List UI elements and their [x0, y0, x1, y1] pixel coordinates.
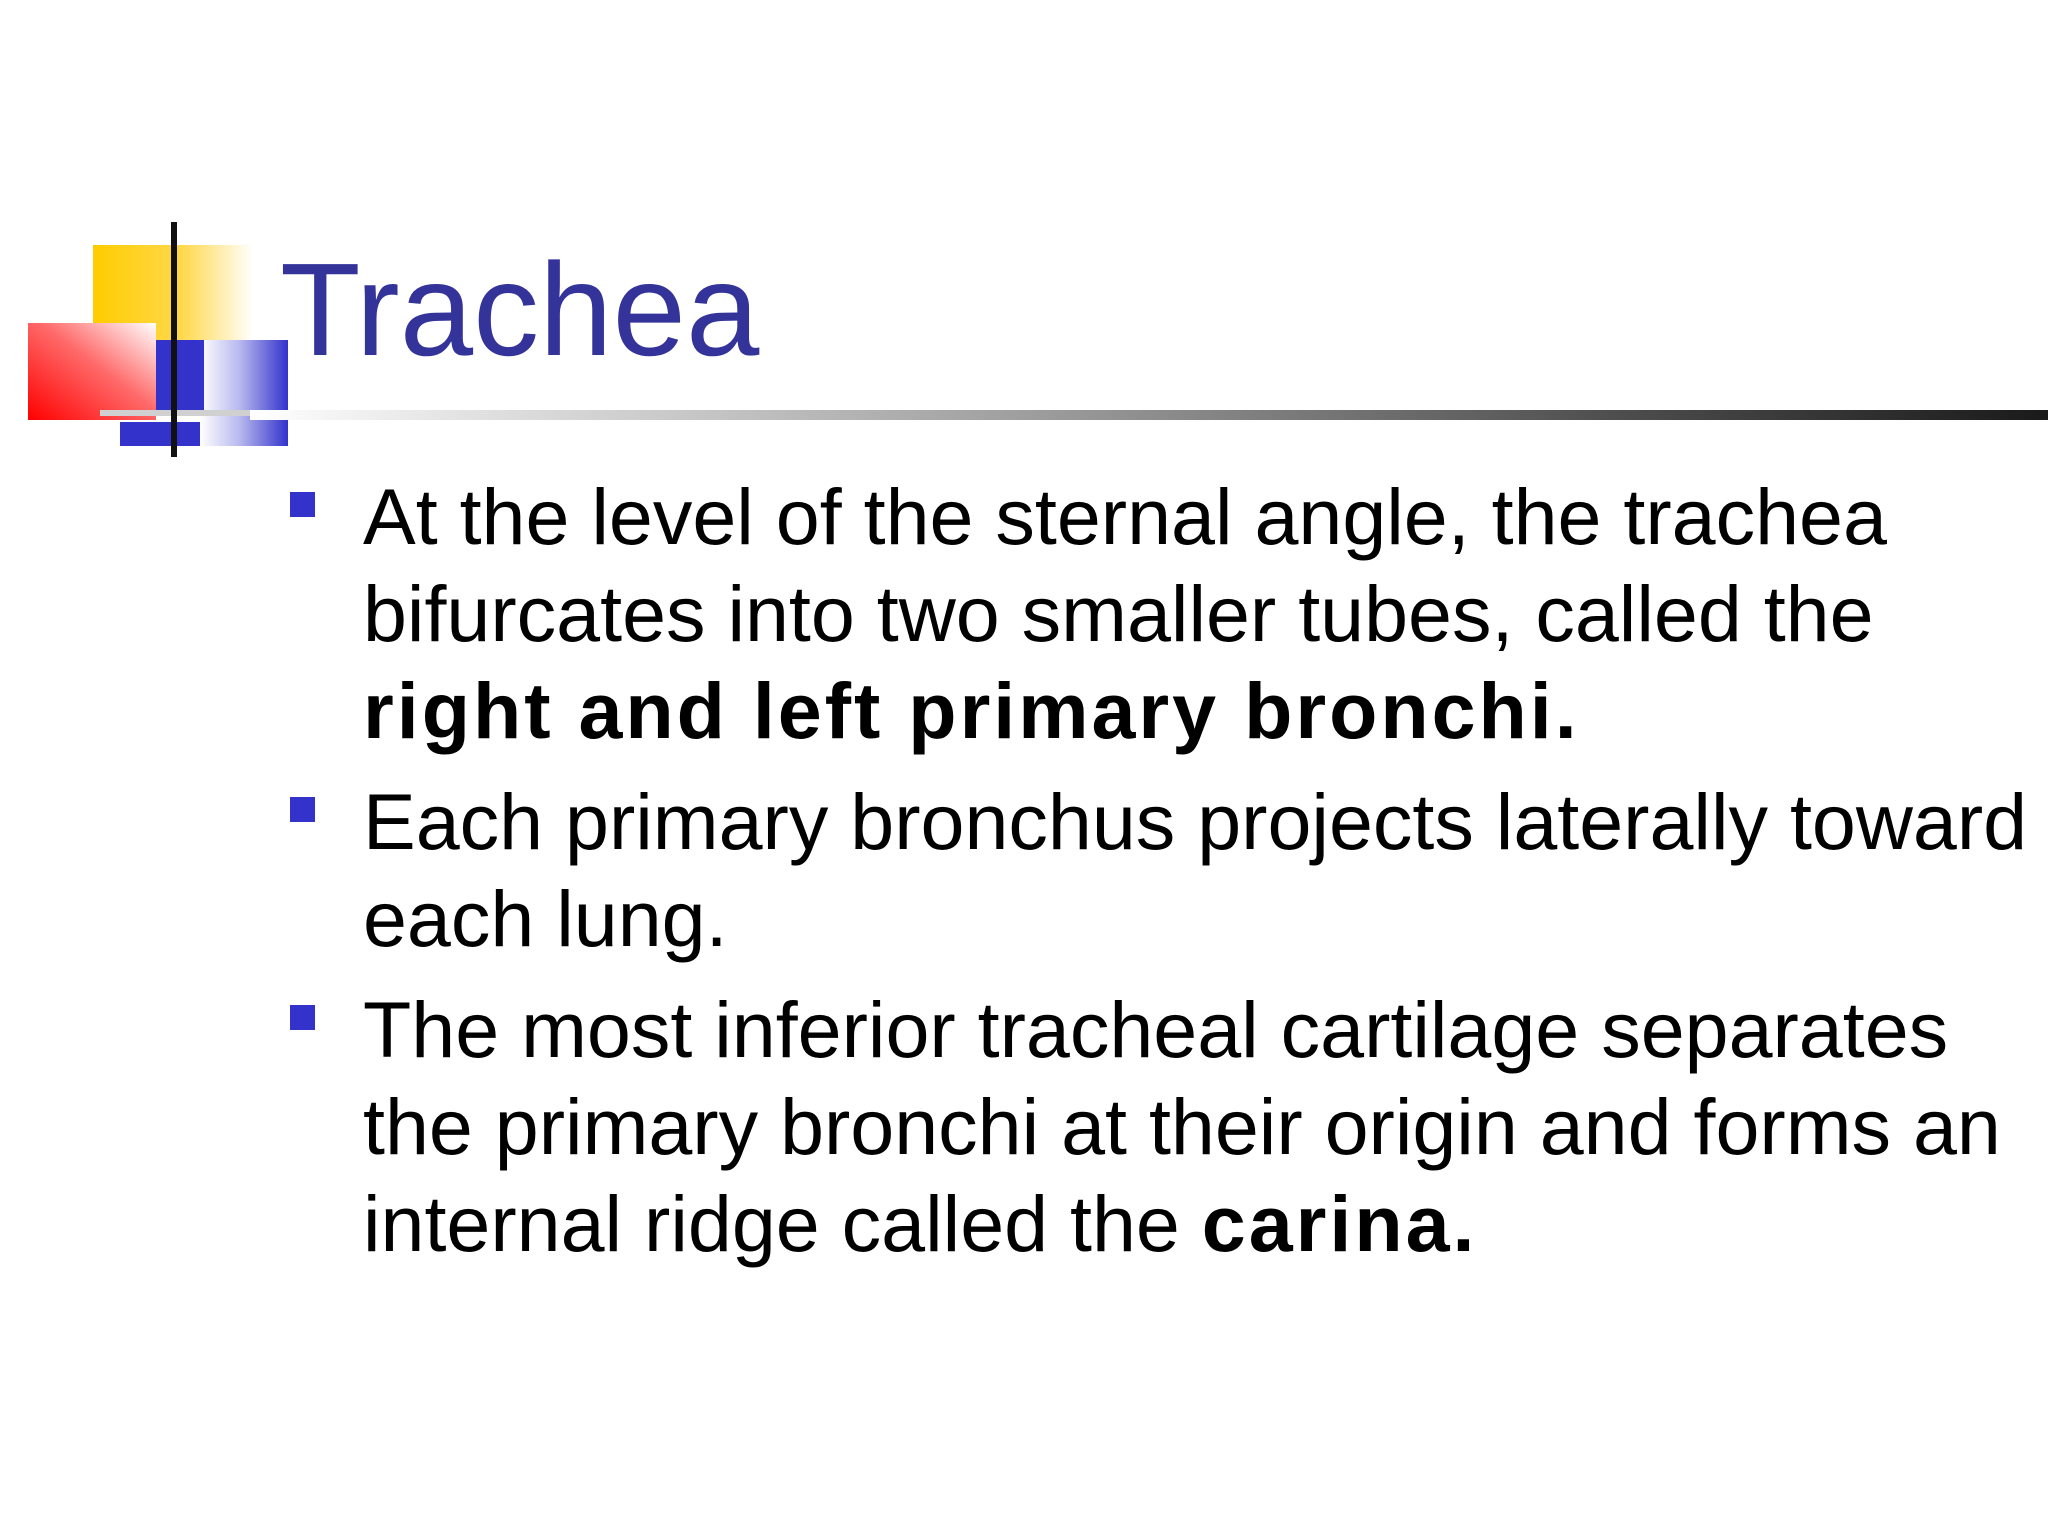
bullet-text: The most inferior tracheal cartilage separates the primary bronchi at their origin and forms an internal ridge called the [363, 985, 2001, 1268]
deco-red-square [28, 323, 156, 420]
bullet-item [288, 981, 2028, 1272]
decorative-squares-graphic [0, 0, 320, 470]
bullet-item [288, 773, 2028, 967]
bullet-bold-text: carina. [1201, 1179, 1478, 1268]
bullet-bold-text: right and left primary bronchi. [363, 666, 1580, 755]
deco-blue-solid [156, 340, 204, 410]
deco-blue-strip [120, 422, 202, 446]
bullet-text: Each primary bronchus projects laterally toward each lung. [363, 777, 2028, 963]
bullet-square-icon [290, 797, 315, 822]
deco-blue-strip-right [200, 422, 288, 446]
bullet-square-icon [290, 492, 315, 517]
title-divider-line [250, 410, 2048, 420]
bullet-text: At the level of the sternal angle, the trachea bifurcates into two smaller tubes, called the [363, 472, 1887, 658]
deco-vertical-line [171, 222, 177, 457]
bullet-item [288, 468, 2028, 759]
slide-title: Trachea [280, 236, 760, 383]
bullet-square-icon [290, 1005, 315, 1030]
bullet-list [288, 468, 2028, 1286]
